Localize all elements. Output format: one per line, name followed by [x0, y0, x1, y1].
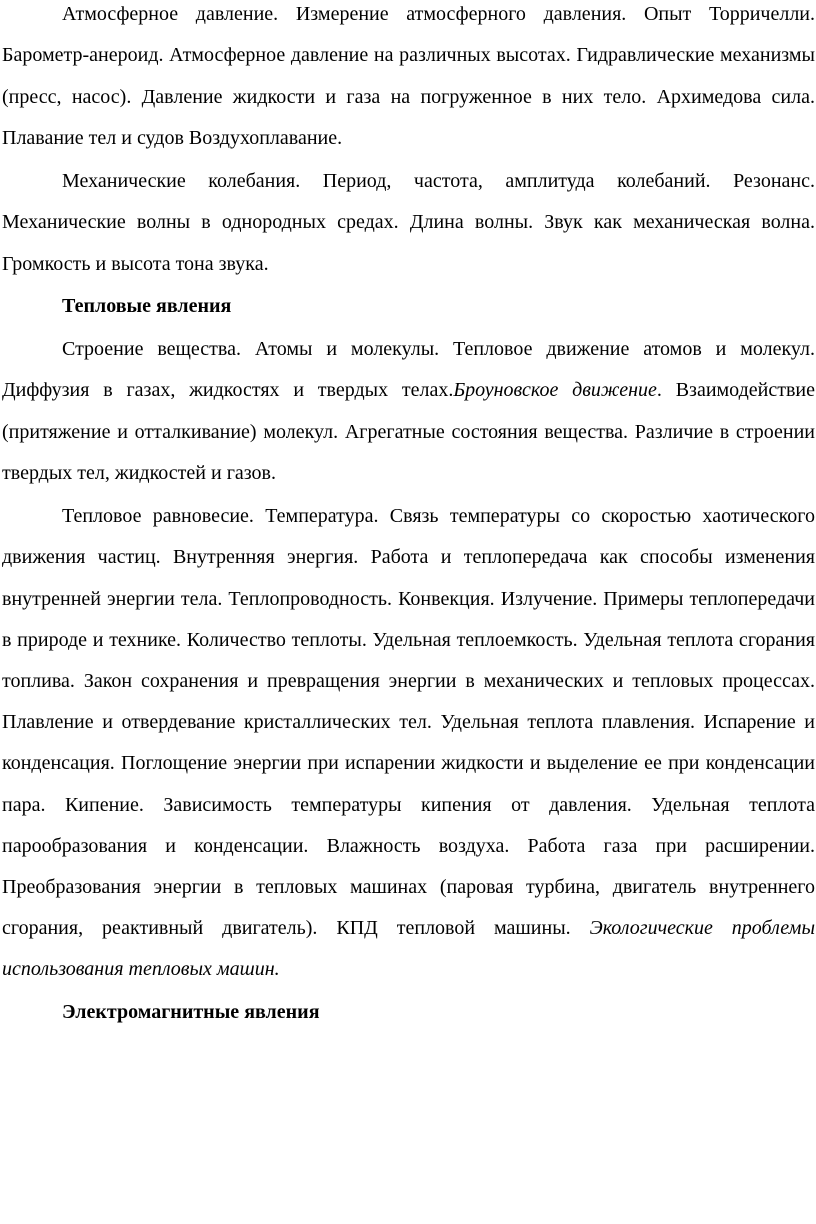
- brownian-motion-italic: Броуновское движение: [453, 379, 657, 402]
- heading-electromagnetic-phenomena: Электромагнитные явления: [62, 1000, 320, 1023]
- paragraph-structure-of-matter: [2, 327, 815, 494]
- paragraph-thermal-equilibrium: [2, 494, 815, 991]
- heading-thermal-phenomena: Тепловые явления: [62, 294, 232, 317]
- ecological-problems-italic: Экологические проблемы использования тепловых машин.: [2, 917, 815, 981]
- paragraph-structure-text-end: . Взаимодействие (притяжение и отталкивание) молекул. Агрегатные состояния вещества. Различие в строении твердых тел, жидкостей и газов.: [2, 379, 815, 484]
- paragraph-structure-text-start: Строение вещества. Атомы и молекулы. Тепловое движение атомов и молекул. Диффузия в газах, жидкостях и твердых телах.: [2, 338, 815, 402]
- paragraph-atmospheric-pressure: Атмосферное давление. Измерение атмосферного давления. Опыт Торричелли. Барометр-анероид. Атмосферное давление на различных высотах. Гидравлические механизмы (пресс, насос). Давление жидкости и газа на погруженное в них тело. Архимедова сила. Плавание тел и судов Воздухоплавание.: [2, 3, 815, 149]
- paragraph-mechanical-oscillations: Механические колебания. Период, частота, амплитуда колебаний. Резонанс. Механические волны в однородных средах. Длина волны. Звук как механическая волна. Громкость и высота тона звука.: [2, 170, 815, 275]
- paragraph-thermal-text: Тепловое равновесие. Температура. Связь температуры со скоростью хаотического движения частиц. Внутренняя энергия. Работа и теплопередача как способы изменения внутренней энергии тела. Теплопроводность. Конвекция. Излучение. Примеры теплопередачи в природе и технике. Количество теплоты. Удельная теплоемкость. Удельная теплота сгорания топлива. Закон сохранения и превращения энергии в механических и тепловых процессах. Плавление и отвердевание кристаллических тел. Удельная теплота плавления. Испарение и конденсация. Поглощение энергии при испарении жидкости и выделение ее при конденсации пара. Кипение. Зависимость температуры кипения от давления. Удельная теплота парообразования и конденсации. Влажность воздуха. Работа газа при расширении. Преобразования энергии в тепловых машинах (паровая турбина, двигатель внутреннего сгорания, реактивный двигатель). КПД тепловой машины.: [2, 505, 815, 940]
